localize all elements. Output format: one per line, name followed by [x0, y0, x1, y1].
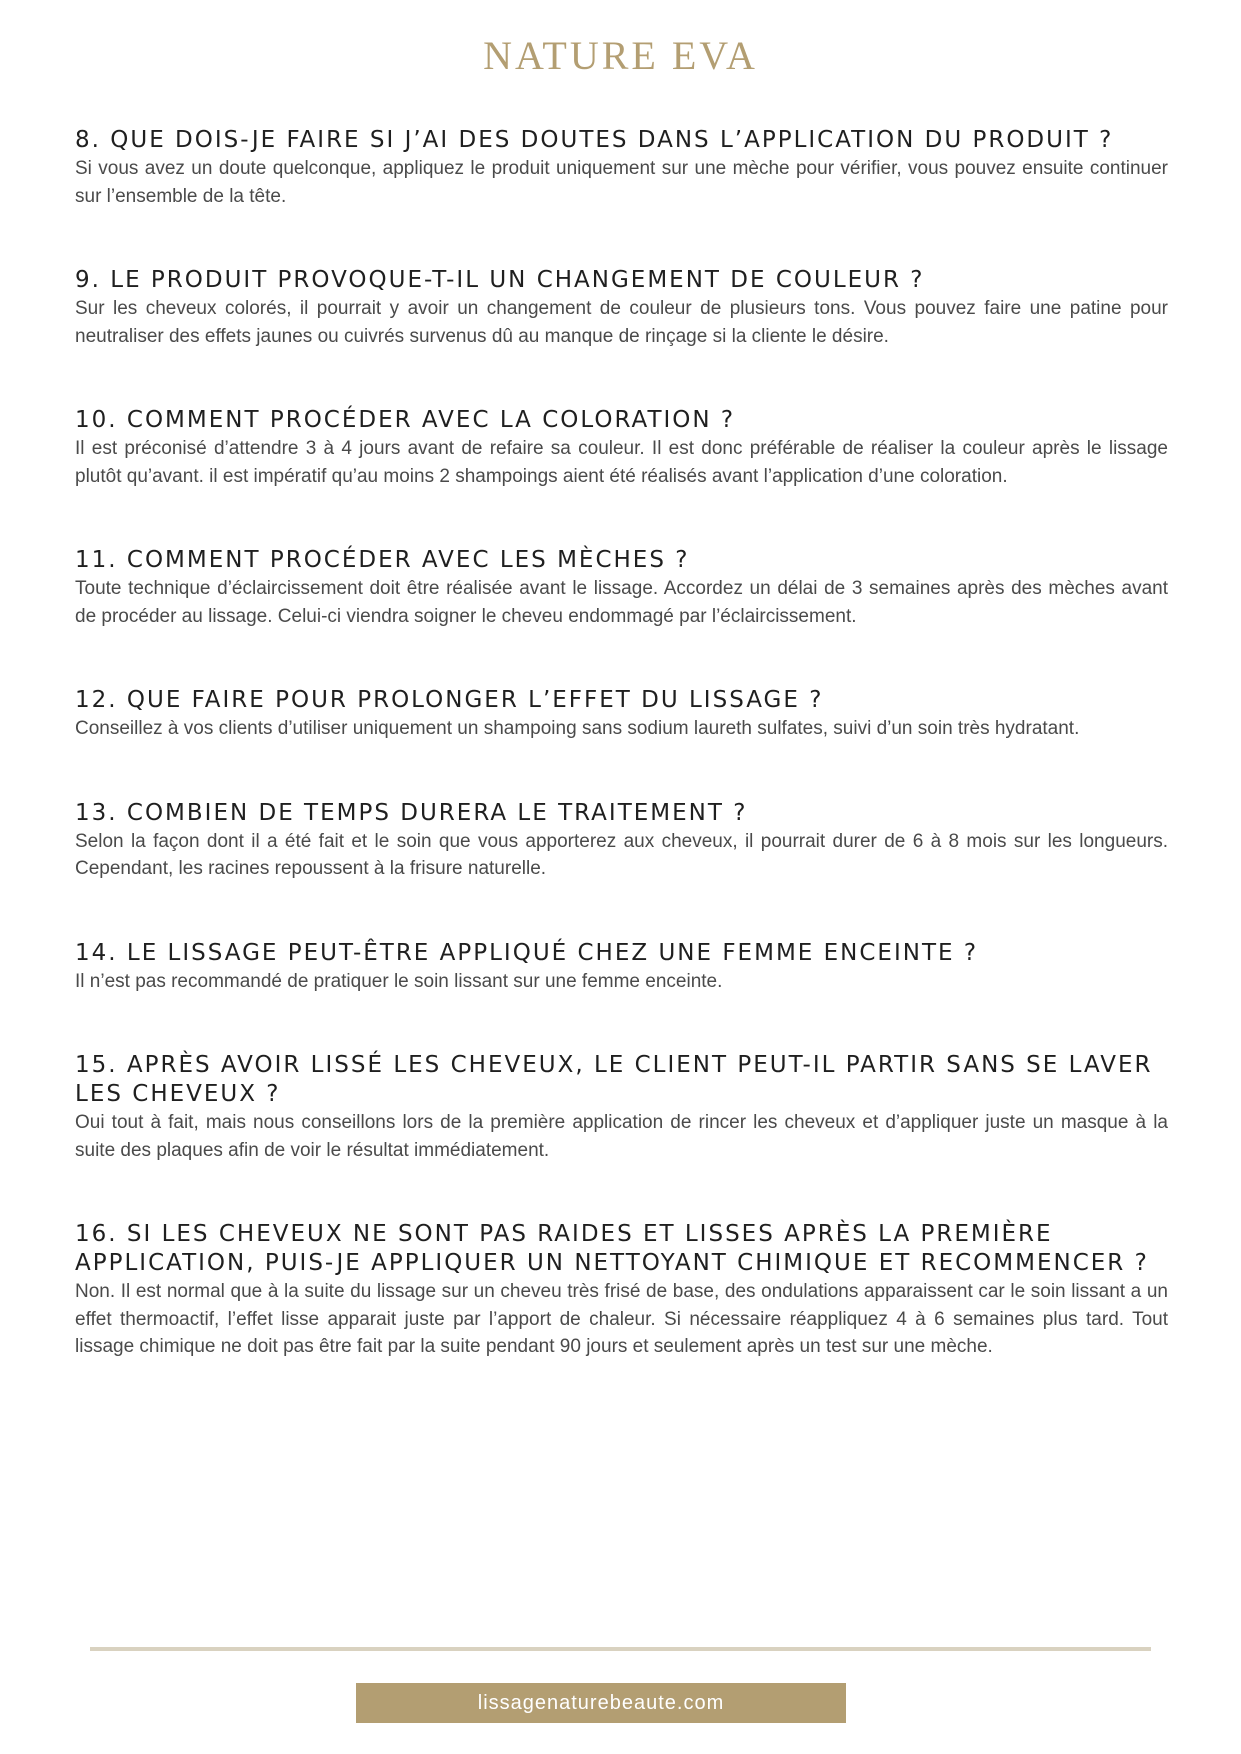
- faq-answer: Il n’est pas recommandé de pratiquer le soin lissant sur une femme enceinte.: [75, 970, 723, 992]
- faq-question: 15. APRÈS AVOIR LISSÉ LES CHEVEUX, LE CLIENT PEUT-IL PARTIR SANS SE LAVER LES CHEVEUX ?: [75, 1052, 1153, 1107]
- website-link[interactable]: lissagenaturebeaute.com: [356, 1683, 846, 1723]
- faq-question: 16. SI LES CHEVEUX NE SONT PAS RAIDES ET LISSES APRÈS LA PREMIÈRE APPLICATION, PUIS-JE APPLIQUER UN NETTOYANT CHIMIQUE ET RECOMMENCER ?: [75, 1221, 1149, 1276]
- faq-answer: Sur les cheveux colorés, il pourrait y avoir un changement de couleur de plusieurs tons. Vous pouvez faire une patine pour neutraliser des effets jaunes ou cuivrés survenus dû au manque de rinçage si la cliente le désire.: [75, 298, 1168, 347]
- faq-item-14: [75, 939, 1168, 996]
- faq-answer: Il est préconisé d’attendre 3 à 4 jours avant de refaire sa couleur. Il est donc préférable de réaliser la couleur après le lissage plutôt qu’avant. il est impératif qu’au moins 2 shampoings aient été réalisés avant l’application d’une coloration.: [75, 438, 1168, 487]
- faq-answer: Selon la façon dont il a été fait et le soin que vous apporterez aux cheveux, il pourrait durer de 6 à 8 mois sur les longueurs. Cependant, les racines repoussent à la frisure naturelle.: [75, 830, 1168, 879]
- faq-answer: Toute technique d’éclaircissement doit être réalisée avant le lissage. Accordez un délai de 3 semaines après des mèches avant de procéder au lissage. Celui-ci viendra soigner le cheveu endommagé par l’éclaircissement.: [75, 578, 1168, 627]
- faq-item-9: [75, 266, 1168, 350]
- faq-item-12: [75, 686, 1168, 743]
- faq-item-15: [75, 1051, 1168, 1164]
- faq-item-13: [75, 799, 1168, 883]
- faq-question: 9. LE PRODUIT PROVOQUE-T-IL UN CHANGEMENT DE COULEUR ?: [75, 267, 925, 293]
- faq-answer: Conseillez à vos clients d’utiliser uniquement un shampoing sans sodium laureth sulfates, suivi d’un soin très hydratant.: [75, 718, 1080, 739]
- faq-answer: Non. Il est normal que à la suite du lissage sur un cheveu très frisé de base, des ondulations apparaissent car le soin lissant a un effet thermoactif, l’effet lisse apparait juste par l’apport de chaleur. Si nécessaire réappliquez 4 à 6 semaines plus tard. Tout lissage chimique ne doit pas être fait par la suite pendant 90 jours et seulement après un test sur une mèche.: [75, 1281, 1168, 1357]
- faq-question: 13. COMBIEN DE TEMPS DURERA LE TRAITEMENT ?: [75, 799, 748, 826]
- faq-question: 12. QUE FAIRE POUR PROLONGER L’EFFET DU LISSAGE ?: [75, 687, 824, 713]
- faq-item-16: [75, 1220, 1168, 1361]
- faq-answer: Si vous avez un doute quelconque, appliquez le produit uniquement sur une mèche pour vérifier, vous pouvez ensuite continuer sur l’ensemble de la tête.: [75, 158, 1168, 207]
- faq-item-10: [75, 406, 1168, 490]
- faq-question: 8. QUE DOIS-JE FAIRE SI J’AI DES DOUTES DANS L’APPLICATION DU PRODUIT ?: [75, 127, 1114, 153]
- faq-question: 10. COMMENT PROCÉDER AVEC LA COLORATION ?: [75, 407, 736, 433]
- faq-question: 11. COMMENT PROCÉDER AVEC LES MÈCHES ?: [75, 547, 690, 573]
- faq-list: [75, 126, 1168, 1417]
- brand-logo: NATURE EVA: [483, 33, 758, 78]
- faq-answer: Oui tout à fait, mais nous conseillons lors de la première application de rincer les cheveux et d’appliquer juste un masque à la suite des plaques afin de voir le résultat immédiatement.: [75, 1112, 1168, 1161]
- faq-item-11: [75, 546, 1168, 630]
- footer-divider: [90, 1647, 1151, 1651]
- faq-question: 14. LE LISSAGE PEUT-ÊTRE APPLIQUÉ CHEZ UNE FEMME ENCEINTE ?: [75, 939, 979, 966]
- faq-item-8: [75, 126, 1168, 210]
